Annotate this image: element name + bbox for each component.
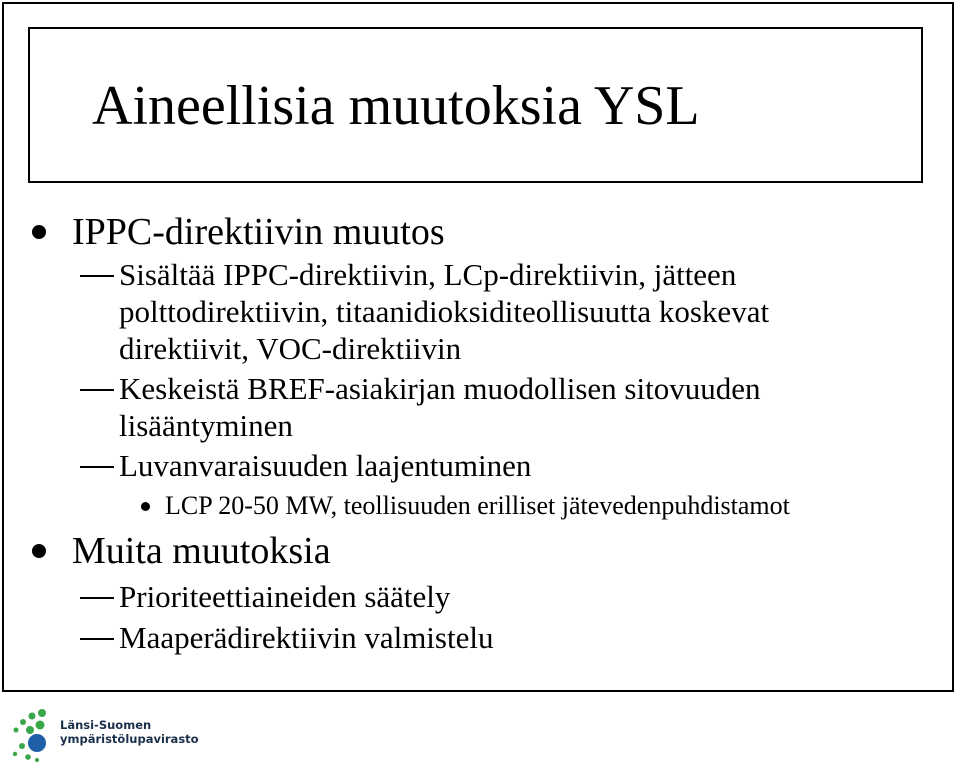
- subitem-line: lisääntyminen: [119, 408, 293, 443]
- bullet-dash: [80, 597, 114, 599]
- bullet-dash: [80, 466, 114, 468]
- bullet-dash: [80, 389, 114, 391]
- bullet-item-ippc: IPPC-direktiivin muutos: [72, 211, 445, 253]
- bullet-small-dot: [141, 502, 150, 511]
- slide-title: Aineellisia muutoksia YSL: [92, 75, 700, 137]
- subitem-line: Sisältää IPPC-direktiivin, LCp-direktiivin, jätteen: [119, 257, 737, 292]
- bullet-dot: [32, 225, 46, 239]
- subitem-line: Prioriteettiaineiden säätely: [119, 579, 451, 614]
- bullet-dash: [80, 638, 114, 640]
- logo-line-2: ympäristölupavirasto: [60, 732, 199, 746]
- subitem-line: polttodirektiivin, titaanidioksiditeollisuutta koskevat: [119, 294, 770, 329]
- logo-line-1: Länsi-Suomen: [60, 718, 152, 732]
- bullet-dash: [80, 275, 114, 277]
- bullet-item-muita: Muita muutoksia: [72, 530, 331, 572]
- bullet-dot: [32, 544, 46, 558]
- subitem-line: Keskeistä BREF-asiakirjan muodollisen sitovuuden: [119, 371, 761, 406]
- agency-logo-text: [60, 718, 199, 746]
- subitem-line: Luvanvaraisuuden laajentuminen: [119, 448, 532, 483]
- subitem-line: Maaperädirektiivin valmistelu: [119, 620, 494, 655]
- agency-logo-icon: [4, 706, 54, 764]
- subitem-line: direktiivit, VOC-direktiivin: [119, 331, 462, 366]
- subsubitem-line: LCP 20-50 MW, teollisuuden erilliset jätevedenpuhdistamot: [165, 491, 790, 520]
